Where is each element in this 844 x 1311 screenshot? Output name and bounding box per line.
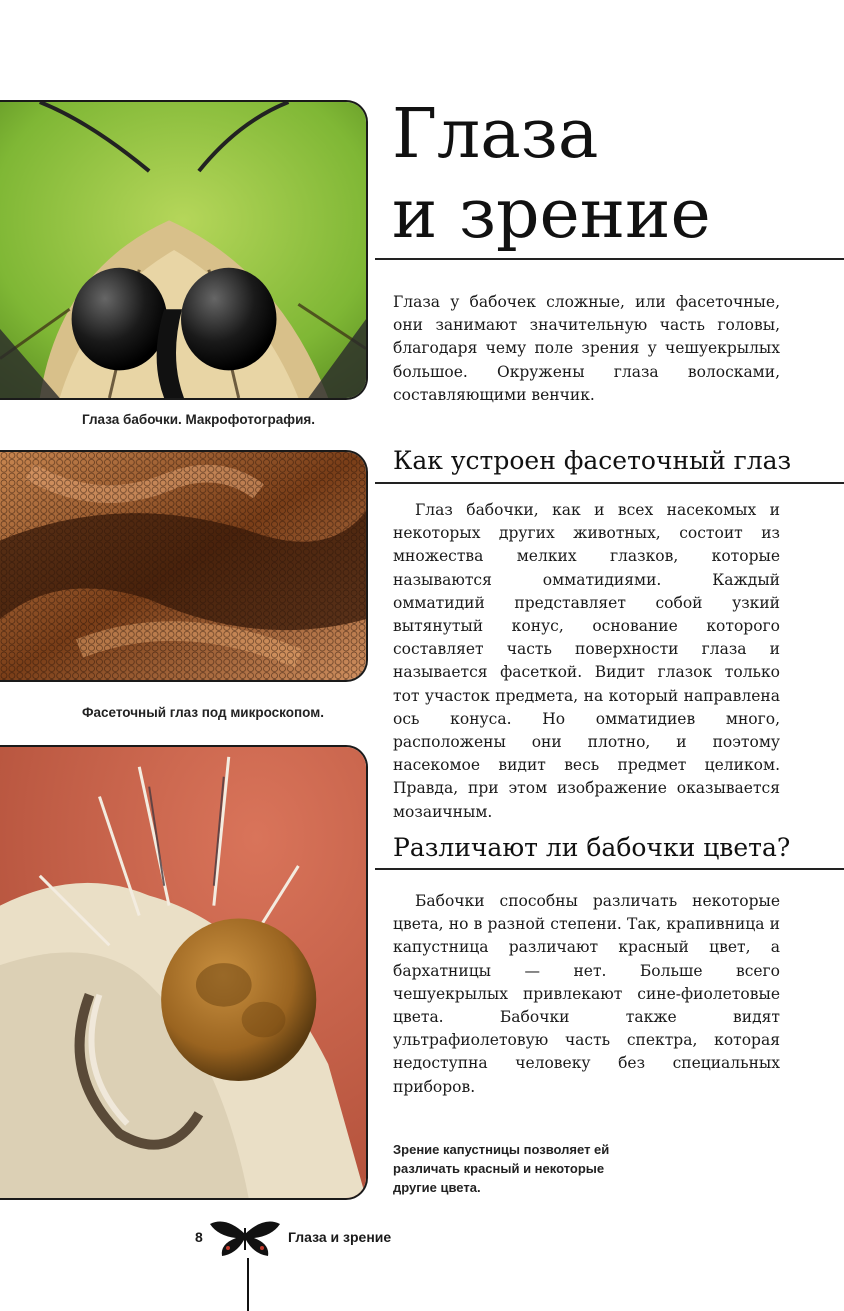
photo-caption: Фасеточный глаз под микроскопом. — [82, 705, 324, 720]
page-number: 8 — [195, 1229, 203, 1245]
cabbage-butterfly-eye-photo — [0, 745, 368, 1200]
footer-divider — [247, 1258, 249, 1311]
page-title-line: Глаза — [392, 95, 599, 174]
section-heading: Как устроен фасеточный глаз — [393, 446, 792, 475]
photo-caption: Зрение капустницы позволяет ей различать красный и некоторые другие цвета. — [393, 1142, 610, 1195]
intro-paragraph: Глаза у бабочек сложные, или фасеточные, они занимают значительную часть головы, благодаря чему поле зрения у чешуекрылых большое. Окружены глаза волосками, составляющими венчик. — [393, 293, 780, 404]
running-footer-title: Глаза и зрение — [288, 1229, 392, 1245]
section-heading: Различают ли бабочки цвета? — [393, 833, 791, 862]
compound-eye-photo — [0, 450, 368, 682]
butterfly-icon — [206, 1214, 284, 1260]
section-divider — [375, 868, 844, 870]
section-paragraph: Бабочки способны различать некоторые цвета, но в разной степени. Так, крапивница и капустница различают красный цвет, а бархатницы — нет. Больше всего чешуекрылых привлекают сине-фиолетовые цвета. Бабочки также видят ультрафиолетовую часть спектра, которая недоступна человеку без специальных приборов. — [393, 892, 780, 1096]
butterfly-eyes-photo — [0, 100, 368, 400]
title-divider — [375, 258, 844, 260]
section-paragraph: Глаз бабочки, как и всех насекомых и некоторых других животных, состоит из множества мелких глазков, которые называются омматидиями. Каждый омматидий представляет собой узкий вытянутый конус, основание которого составляет часть поверхности глаза и называется фасеткой. Видит глазок только тот участок предмета, на который направлена ось конуса. Но омматидиев много, расположены они плотно, и поэтому насекомое видит весь предмет целиком. Правда, при этом изображение оказывается мозаичным. — [393, 501, 780, 821]
page-title — [392, 95, 711, 255]
page-title-line: и зрение — [392, 175, 711, 254]
section-divider — [375, 482, 844, 484]
photo-caption: Глаза бабочки. Макрофотография. — [82, 412, 316, 427]
